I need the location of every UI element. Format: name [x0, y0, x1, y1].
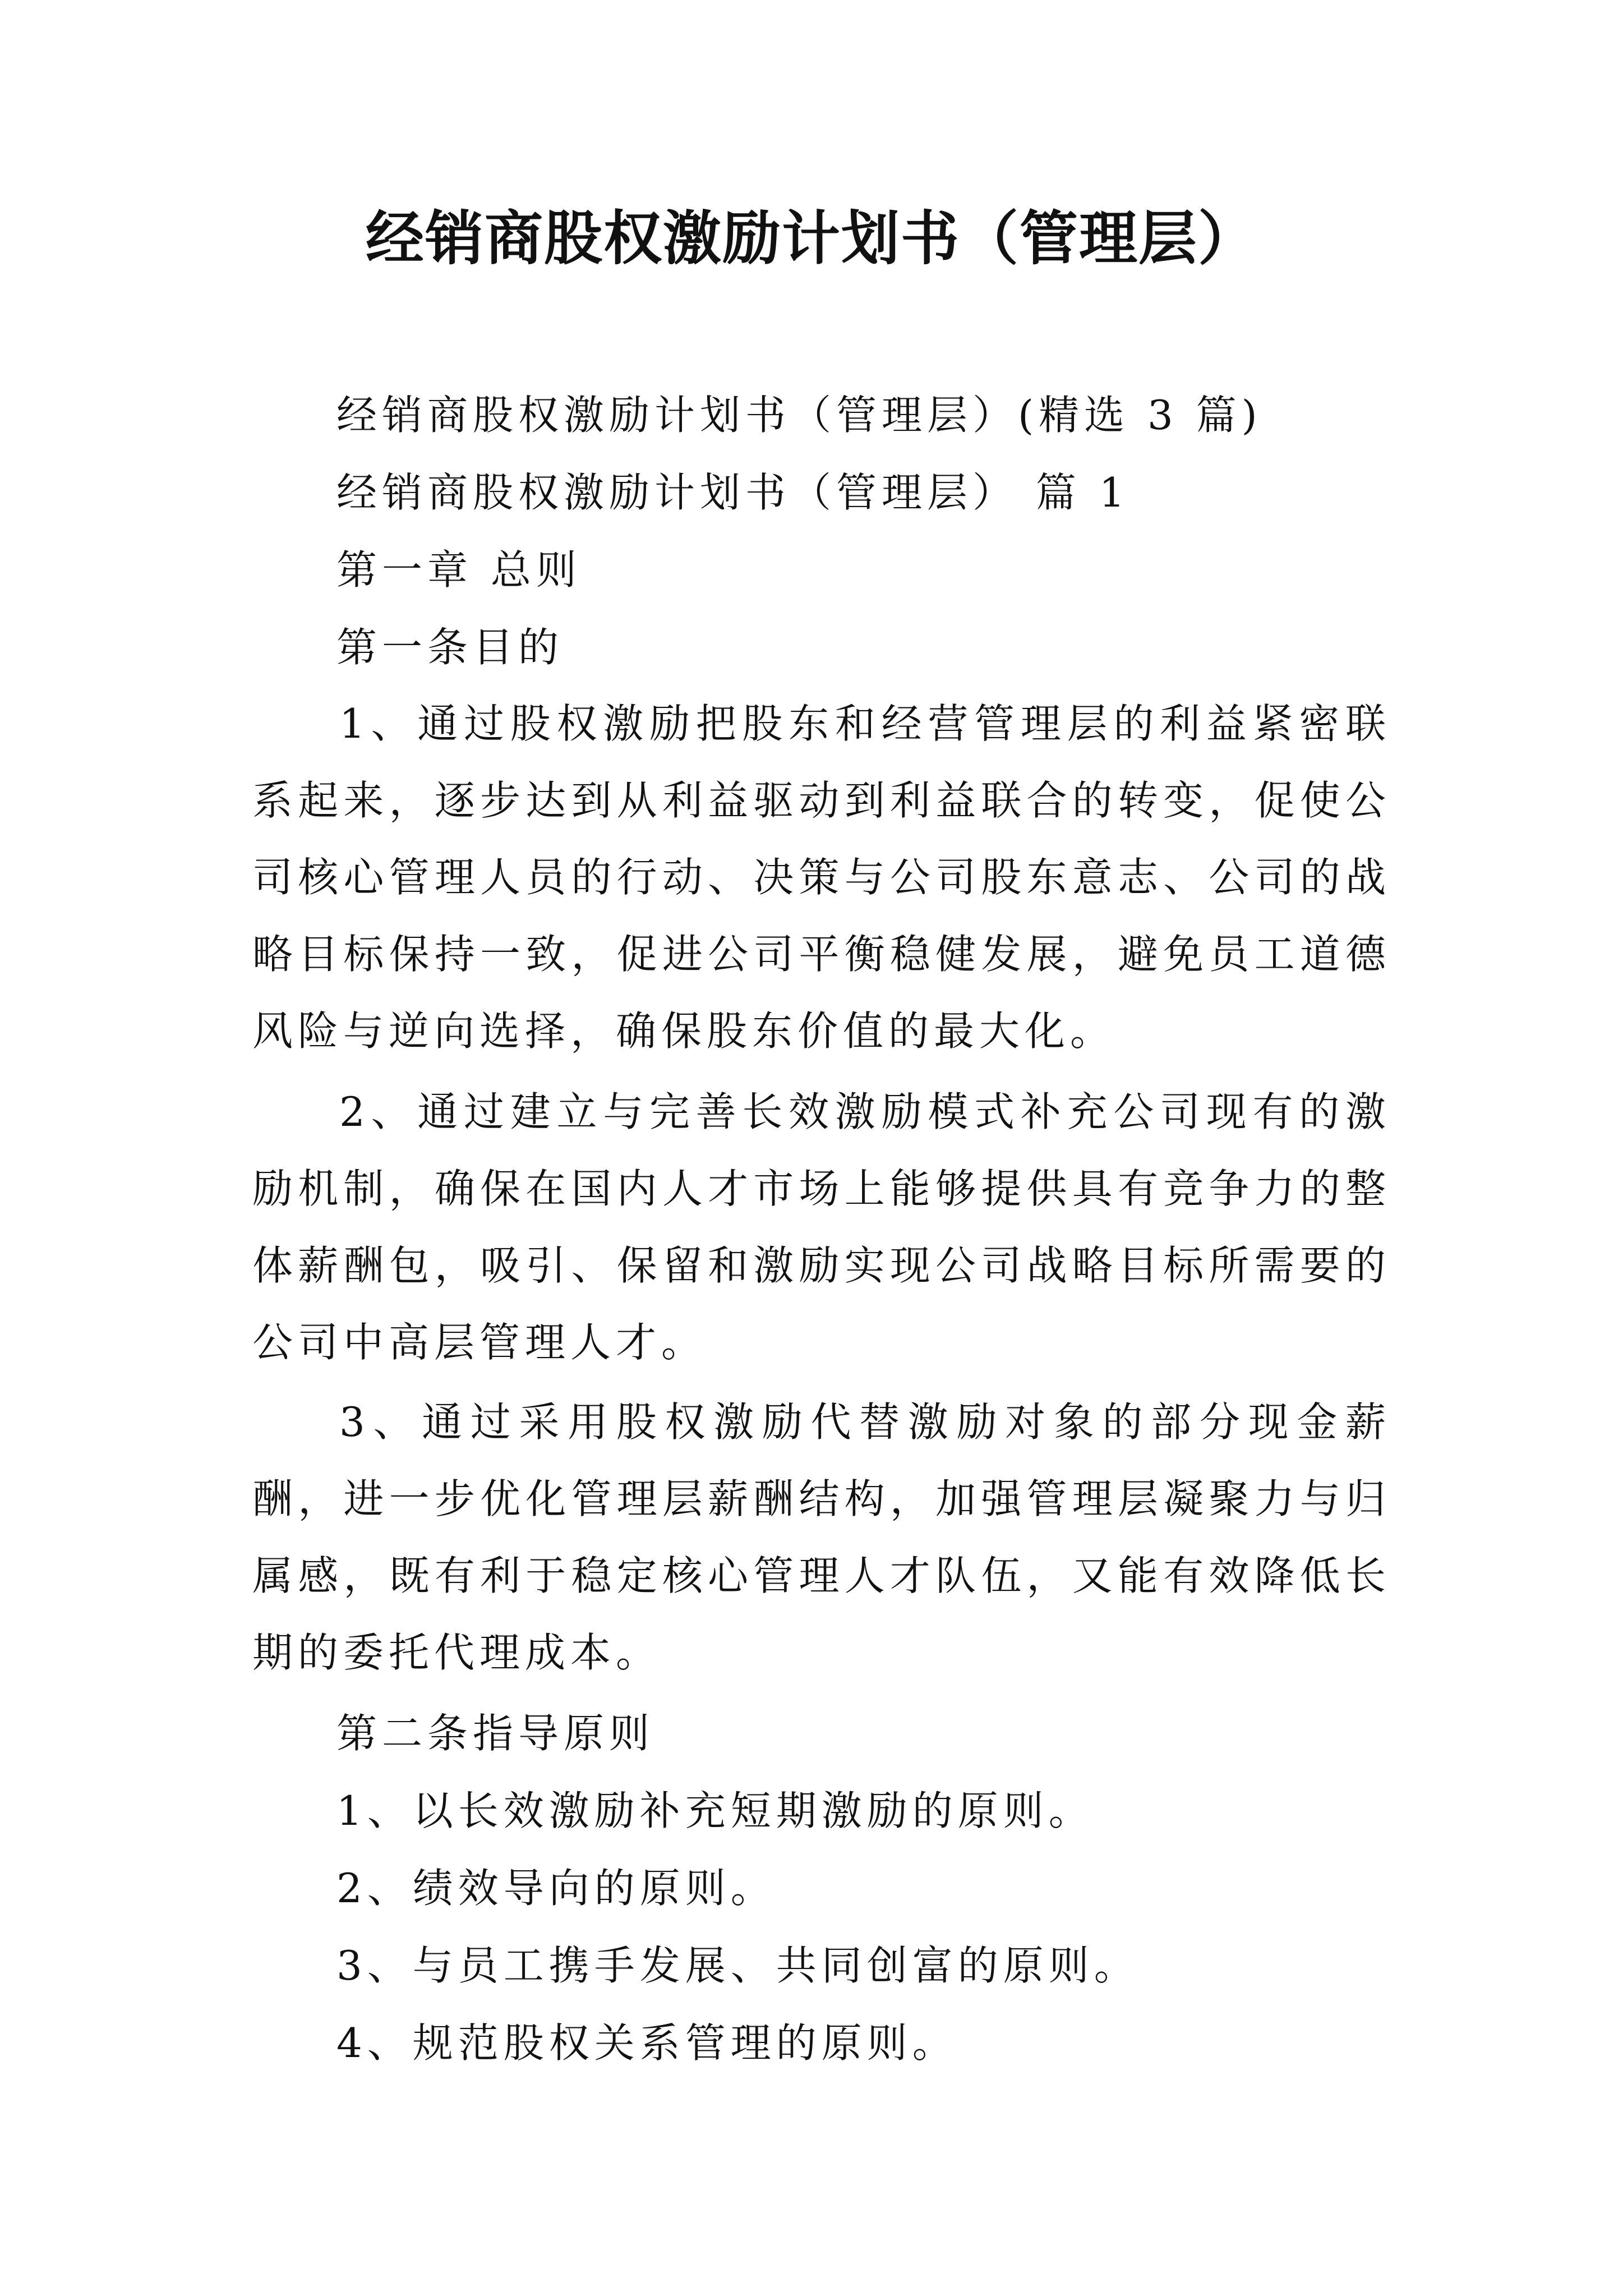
subtitle-part: 经销商股权激励计划书（管理层） 篇 1 — [336, 469, 1130, 516]
article-1-paragraph-1: 1、通过股权激励把股东和经营管理层的利益紧密联系起来，逐步达到从利益驱动到利益联合的转变，促使公司核心管理人员的行动、决策与公司股东意志、公司的战略目标保持一致，促进公司平衡稳健发展，避免员工道德风险与逆向选择，确保股东价值的最大化。 — [252, 700, 1391, 1055]
article-1-paragraph-2: 2、通过建立与完善长效激励模式补充公司现有的激励机制，确保在国内人才市场上能够提供具有竞争力的整体薪酬包，吸引、保留和激励实现公司战略目标所需要的公司中高层管理人才。 — [252, 1088, 1391, 1366]
subtitle-selection: 经销商股权激励计划书（管理层）(精选 3 篇) — [336, 392, 1262, 439]
article-2-item-2: 2、绩效导向的原则。 — [336, 1865, 776, 1912]
article-2-heading: 第二条指导原则 — [336, 1710, 655, 1757]
article-2-item-3: 3、与员工携手发展、共同创富的原则。 — [336, 1942, 1140, 1989]
article-2-item-4: 4、规范股权关系管理的原则。 — [336, 2019, 958, 2067]
article-2-item-1: 1、以长效激励补充短期激励的原则。 — [336, 1787, 1094, 1834]
document-title: 经销商股权激励计划书（管理层） — [365, 204, 1257, 273]
article-1-paragraph-3: 3、通过采用股权激励代替激励对象的部分现金薪酬，进一步优化管理层薪酬结构，加强管理层凝聚力与归属感，既有利于稳定核心管理人才队伍，又能有效降低长期的委托代理成本。 — [252, 1398, 1391, 1676]
chapter-heading: 第一章 总则 — [336, 546, 582, 593]
article-1-heading: 第一条目的 — [336, 624, 564, 671]
